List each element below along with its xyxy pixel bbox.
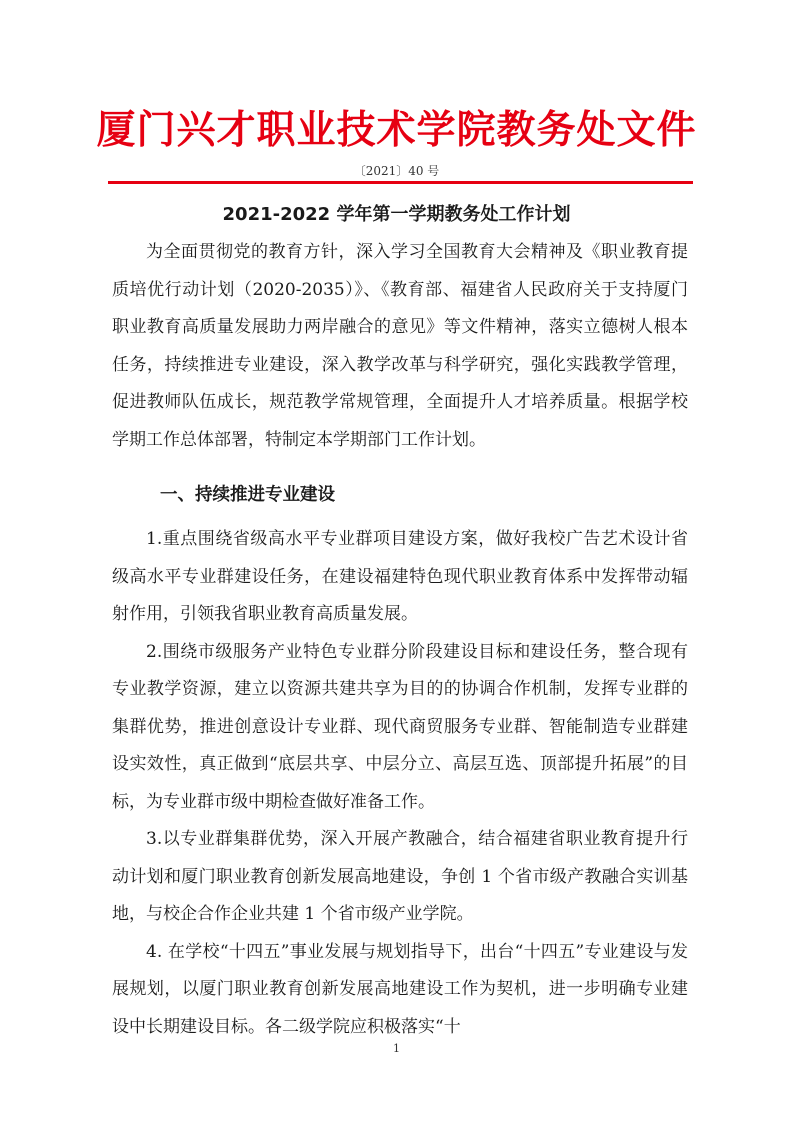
intro-paragraph-block bbox=[112, 234, 688, 459]
masthead-title: 厦门兴才职业技术学院教务处文件 bbox=[96, 107, 697, 153]
list-item: 4. 在学校“十四五”事业发展与规划指导下，出台“十四五”专业建设与发展规划，以厦门职业教育创新发展高地建设工作为契机，进一步明确专业建设中长期建设目标。各二级学院应积极落实“十 bbox=[112, 941, 688, 1037]
document-number: 〔2021〕40 号 bbox=[353, 164, 440, 178]
page-number: 1 bbox=[393, 1042, 400, 1055]
section-heading: 一、持续推进专业建设 bbox=[160, 485, 335, 505]
section-body bbox=[112, 521, 688, 1046]
list-item: 1.重点围绕省级高水平专业群项目建设方案，做好我校广告艺术设计省级高水平专业群建设任务，在建设福建特色现代职业教育体系中发挥带动辐射作用，引领我省职业教育高质量发展。 bbox=[112, 529, 688, 624]
red-divider-line bbox=[108, 181, 693, 184]
list-item: 2.围绕市级服务产业特色专业群分阶段建设目标和建设任务，整合现有专业教学资源，建立以资源共建共享为目的的协调合作机制，发挥专业群的集群优势，推进创意设计专业群、现代商贸服务专业群、智能制造专业群建设实效性，真正做到“底层共享、中层分立、高层互选、顶部提升拓展”的目标，为专业群市级中期检查做好准备工作。 bbox=[112, 641, 688, 812]
document-title: 2021-2022 学年第一学期教务处工作计划 bbox=[222, 204, 571, 225]
list-item: 3.以专业群集群优势，深入开展产教融合，结合福建省职业教育提升行动计划和厦门职业教育创新发展高地建设，争创 1 个省市级产教融合实训基地，与校企合作企业共建 1 个省市级产业学院。 bbox=[112, 829, 688, 924]
intro-paragraph: 为全面贯彻党的教育方针，深入学习全国教育大会精神及《职业教育提质培优行动计划（2020-2035）》、《教育部、福建省人民政府关于支持厦门职业教育高质量发展助力两岸融合的意见》等文件精神，落实立德树人根本任务，持续推进专业建设，深入教学改革与科学研究，强化实践教学管理，促进教师队伍成长，规范教学常规管理，全面提升人才培养质量。根据学校学期工作总体部署，特制定本学期部门工作计划。 bbox=[112, 242, 688, 450]
